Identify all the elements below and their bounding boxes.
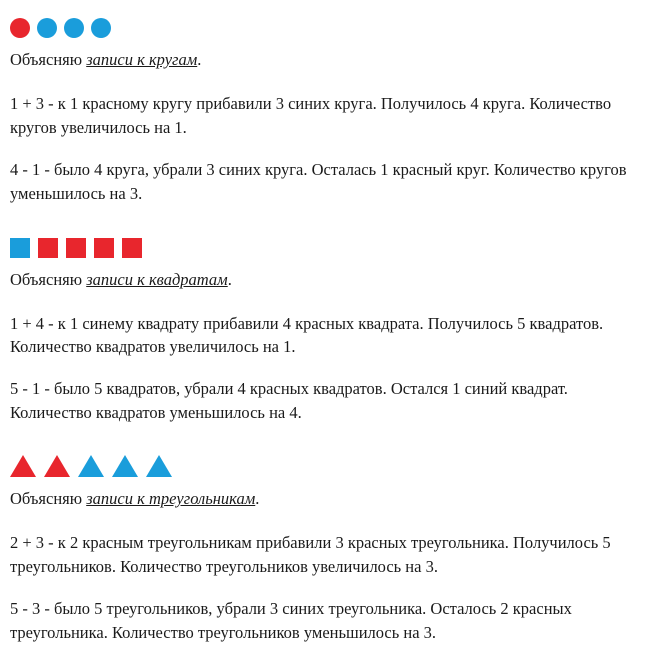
intro-suffix-triangles: . <box>255 489 260 509</box>
section-triangles <box>10 451 638 645</box>
circle-shape-3 <box>64 18 84 38</box>
square-shape-1 <box>10 238 30 258</box>
intro-line-triangles <box>10 487 638 511</box>
intro-prefix-circles: Объясняю <box>10 50 87 69</box>
triangle-shape-1 <box>10 455 36 477</box>
section-gap-2 <box>10 443 638 447</box>
paragraph-squares-1: 1 + 4 - к 1 синему квадрату прибавили 4 красных квадрата. Получилось 5 квадратов. Количество квадратов увеличилось на 1. <box>10 313 604 357</box>
square-shape-2 <box>38 238 58 258</box>
intro-line-circles <box>10 48 638 72</box>
intro-link-triangles[interactable]: записи к треугольникам <box>86 489 256 509</box>
triangle-shape-3 <box>78 455 104 477</box>
triangle-shape-5 <box>146 455 172 477</box>
intro-line-squares <box>10 268 638 292</box>
intro-suffix-circles: . <box>197 50 202 69</box>
intro-link-circles[interactable]: записи к кругам <box>86 50 198 69</box>
shape-row-squares <box>10 232 638 258</box>
shape-row-triangles <box>10 451 638 477</box>
square-shape-3 <box>66 238 86 258</box>
intro-suffix-squares: . <box>227 269 232 289</box>
intro-prefix-squares: Объясняю <box>10 269 87 289</box>
paragraph-circles-1: 1 + 3 - к 1 красному кругу прибавили 3 синих круга. Получилось 4 круга. Количество кругов увеличилось на 1. <box>10 93 612 137</box>
triangle-shape-4 <box>112 455 138 477</box>
square-shape-5 <box>122 238 142 258</box>
paragraph-circles-2: 4 - 1 - было 4 круга, убрали 3 синих круга. Осталась 1 красный круг. Количество кругов уменьшилось на 3. <box>10 159 627 203</box>
circle-shape-1 <box>10 18 30 38</box>
intro-link-squares[interactable]: записи к квадратам <box>86 269 228 289</box>
paragraph-triangles-2: 5 - 3 - было 5 треугольников, убрали 3 синих треугольника. Осталось 2 красных треугольника. Количество треугольников уменьшилось на 3. <box>10 598 572 642</box>
shape-row-circles <box>10 12 638 38</box>
section-circles <box>10 12 638 206</box>
triangle-shape-2 <box>44 455 70 477</box>
square-shape-4 <box>94 238 114 258</box>
section-gap-1 <box>10 224 638 228</box>
paragraph-squares-2: 5 - 1 - было 5 квадратов, убрали 4 красных квадратов. Остался 1 синий квадрат. Количество квадратов уменьшилось на 4. <box>10 379 568 423</box>
paragraph-triangles-1: 2 + 3 - к 2 красным треугольникам прибавили 3 красных треугольника. Получилось 5 треугольников. Количество треугольников увеличилось на 3. <box>10 533 611 577</box>
circle-shape-4 <box>91 18 111 38</box>
circle-shape-2 <box>37 18 57 38</box>
section-squares <box>10 232 638 426</box>
intro-prefix-triangles: Объясняю <box>10 489 87 509</box>
